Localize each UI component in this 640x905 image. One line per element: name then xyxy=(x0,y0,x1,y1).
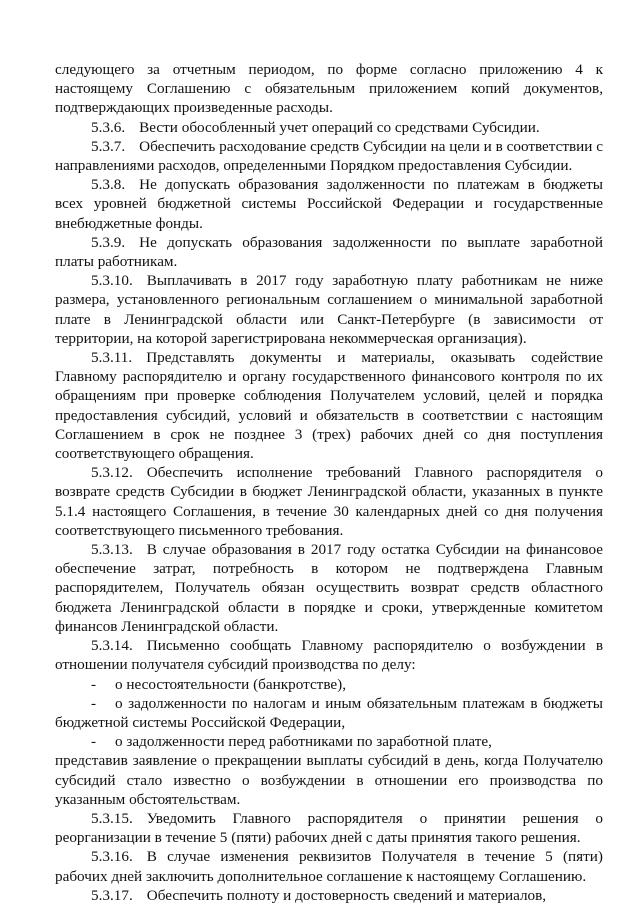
paragraph-text: Представлять документы и материалы, оказывать содействие Главному распорядителю и органу государственного финансового контроля по их обращениям при проверке соблюдения Получателем условий, целей и порядка предоставления субсидий, условий и обязательств в соответствии с настоящим Соглашением в срок не позднее 3 (трех) рабочих дней со дня поступления соответствующего обращения. xyxy=(55,349,603,463)
list-item xyxy=(55,675,603,694)
paragraph-text: Не допускать образования задолженности по выплате заработной платы работникам. xyxy=(55,233,603,271)
paragraph-5-3-12 xyxy=(55,463,603,540)
paragraph-5-3-15 xyxy=(55,809,603,847)
list-item xyxy=(55,694,603,732)
paragraph-text: Уведомить Главного распорядителя о принятии решения о реорганизации в течение 5 (пяти) рабочих дней с даты принятия такого решения. xyxy=(55,809,603,847)
paragraph-5-3-8 xyxy=(55,175,603,233)
clause-number: 5.3.14. xyxy=(91,637,133,655)
paragraph-5-3-13 xyxy=(55,540,603,636)
dash-marker: - xyxy=(91,733,97,751)
paragraph-continuation xyxy=(55,60,603,118)
paragraph-5-3-16 xyxy=(55,847,603,885)
clause-number: 5.3.13. xyxy=(91,541,133,559)
paragraph-5-3-17 xyxy=(55,886,603,905)
clause-number: 5.3.6. xyxy=(91,118,126,136)
dash-list xyxy=(55,675,603,752)
clause-number: 5.3.17. xyxy=(91,886,133,904)
paragraph-text: представив заявление о прекращении выплаты субсидий в день, когда Получателю субсидий стало известно о возбуждении в отношении его производства по указанным обстоятельствам. xyxy=(55,752,603,808)
list-item xyxy=(55,732,603,751)
paragraph-text: Письменно сообщать Главному распорядителю о возбуждении в отношении получателя субсидий производства по делу: xyxy=(55,637,603,674)
paragraph-text: Выплачивать в 2017 году заработную плату работникам не ниже размера, установленного региональным соглашением о минимальной заработной плате в Ленинградской области или Санкт-Петербурге (в зависимости от территории, на которой зарегистрирована некоммерческая организация). xyxy=(55,272,603,347)
clause-number: 5.3.9. xyxy=(91,233,126,251)
paragraph-text: Вести обособленный учет операций со средствами Субсидии. xyxy=(139,118,540,136)
paragraph-text: Не допускать образования задолженности по платежам в бюджеты всех уровней бюджетной системы Российской Федерации и государственные внебюджетные фонды. xyxy=(55,176,603,232)
paragraph-text: Обеспечить полноту и достоверность сведений и материалов, xyxy=(146,886,547,904)
paragraph-text: В случае образования в 2017 году остатка Субсидии на финансовое обеспечение затрат, потребность в котором не подтверждена Главным распорядителем, Получатель обязан осуществить возврат средств областного бюджета Ленинградской области в порядке и сроки, утвержденные комитетом финансов Ленинградской области. xyxy=(55,541,603,635)
clause-number: 5.3.16. xyxy=(91,848,133,866)
paragraph-text: следующего за отчетным периодом, по форме согласно приложению 4 к настоящему Соглашению с обязательным приложением копий документов, подтверждающих произведенные расходы. xyxy=(55,61,603,117)
clause-number: 5.3.12. xyxy=(91,464,133,482)
paragraph-5-3-6 xyxy=(55,118,603,137)
clause-number: 5.3.7. xyxy=(91,137,126,155)
paragraph-text: Обеспечить исполнение требований Главного распорядителя о возврате средств Субсидии в бюджет Ленинградской области, указанных в пункте 5.1.4 настоящего Соглашения, в течение 30 календарных дней со дня получения соответствующего письменного требования. xyxy=(55,464,603,539)
list-item-text: о задолженности перед работниками по заработной плате, xyxy=(115,733,492,751)
paragraph-5-3-9 xyxy=(55,233,603,271)
paragraphs-after-block xyxy=(55,751,603,905)
paragraph-continuation xyxy=(55,751,603,809)
list-item-text: о несостоятельности (банкротстве), xyxy=(115,675,347,693)
dash-marker: - xyxy=(91,694,97,712)
paragraph-text: Обеспечить расходование средств Субсидии на цели и в соответствии с направлениями расходов, определенными Порядком предоставления Субсидии. xyxy=(55,137,603,175)
clause-number: 5.3.10. xyxy=(91,272,133,290)
clause-number: 5.3.15. xyxy=(91,809,133,827)
list-item-text: о задолженности по налогам и иным обязательным платежам в бюджеты бюджетной системы Российской Федерации, xyxy=(55,694,603,731)
paragraph-5-3-10 xyxy=(55,271,603,348)
paragraph-5-3-11 xyxy=(55,348,603,463)
paragraph-5-3-14 xyxy=(55,636,603,674)
clause-number: 5.3.11. xyxy=(91,349,133,367)
paragraph-5-3-7 xyxy=(55,137,603,175)
paragraph-text: В случае изменения реквизитов Получателя в течение 5 (пяти) рабочих дней заключить дополнительное соглашение к настоящему Соглашению. xyxy=(55,848,603,885)
paragraphs-block xyxy=(55,60,603,675)
clause-number: 5.3.8. xyxy=(91,176,126,194)
dash-marker: - xyxy=(91,675,97,693)
